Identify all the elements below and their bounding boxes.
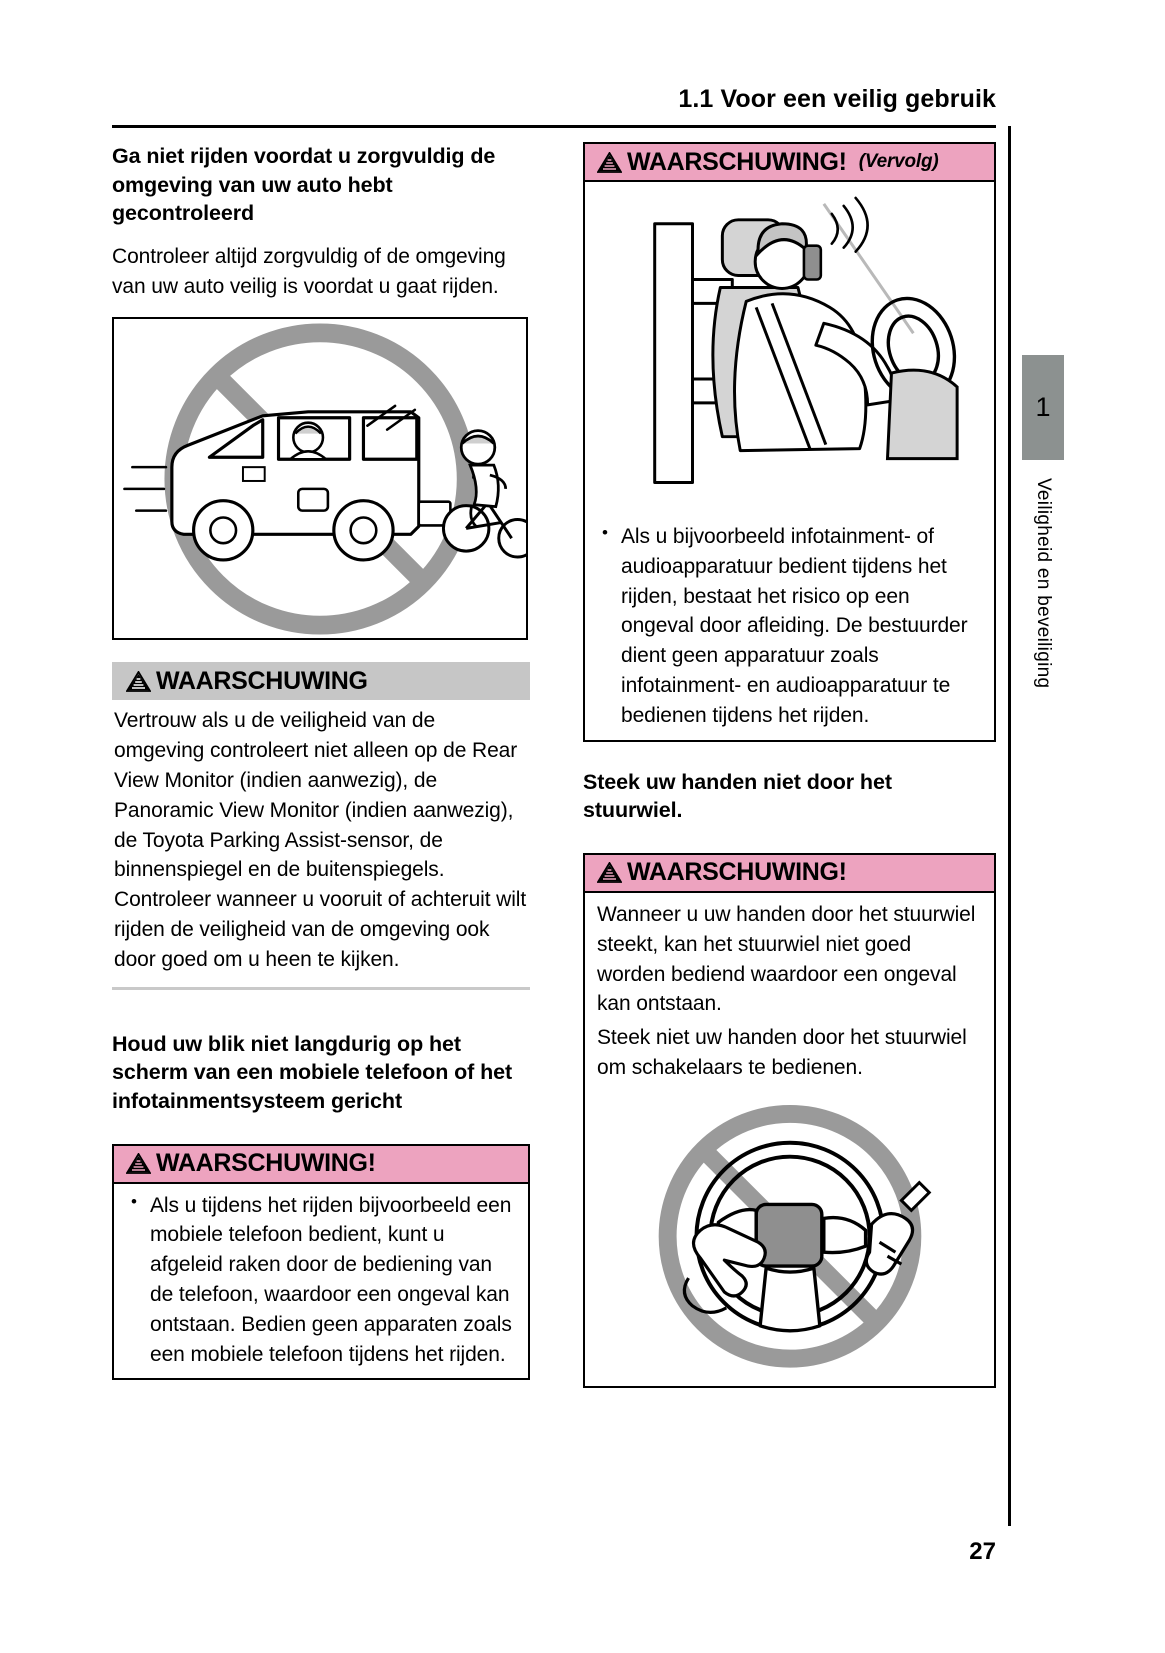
- warning-gray-box: [112, 662, 530, 989]
- side-margin-rule: [1008, 126, 1011, 1526]
- warning-pink-box-left: [112, 1144, 530, 1381]
- warning-paragraph-2: Steek niet uw handen door het stuurwiel om schakelaars te bedienen.: [597, 1026, 967, 1079]
- warning-pink-body-left: [114, 1184, 528, 1379]
- header-title: 1.1 Voor een veilig gebruik: [678, 85, 996, 113]
- warning-pink-box-continued: [583, 142, 996, 742]
- warning-triangle-icon: [126, 1153, 151, 1174]
- figure-hand-steering-wheel: [597, 1097, 984, 1377]
- warning-pink-body-continued: [585, 182, 994, 740]
- right-column: [583, 142, 996, 1388]
- warning-pink-title-left: WAARSCHUWING!: [156, 1149, 376, 1177]
- figure-van-bicycle: [112, 317, 528, 640]
- page-header: [112, 86, 996, 114]
- warning-pink-body-right: [585, 893, 994, 1386]
- list-item: • Als u tijdens het rijden bijvoorbeeld een mobiele telefoon bedient, kunt u afgeleid raken door de bediening van de telefoon, waardoor een ongeval kan ontstaan. Bedien geen apparaten zoals een mobiele telefoon tijdens het rijden.: [126, 1191, 518, 1370]
- warning-gray-body: [112, 700, 530, 982]
- warning-pink-title-right: WAARSCHUWING!: [627, 858, 847, 887]
- warning-paragraph-1: Wanneer u uw handen door het stuurwiel steekt, kan het stuurwiel niet goed worden bediend waardoor een ongeval kan ontstaan.: [597, 902, 976, 1016]
- warning-pink-title-continued: WAARSCHUWING!: [627, 147, 847, 176]
- section-heading-1: Ga niet rijden voordat u zorgvuldig de omgeving van uw auto hebt gecontroleerd: [112, 144, 496, 226]
- warning-triangle-icon: [126, 671, 151, 692]
- warning-pink-header-right: [585, 855, 994, 893]
- warning-pink-bullet-list-continued: [597, 522, 984, 731]
- page-number: 27: [969, 1538, 996, 1565]
- left-column: [112, 142, 530, 1380]
- chapter-tab-label: [1022, 478, 1064, 898]
- warning-gray-header: [112, 662, 530, 700]
- warning-triangle-icon: [597, 862, 622, 883]
- section-heading-2: Houd uw blik niet langdurig op het scherm van een mobiele telefoon of het infotainmentsysteem gericht: [112, 1031, 513, 1113]
- warning-gray-bottom-rule: [112, 987, 530, 990]
- chapter-tab-number: 1: [1035, 392, 1051, 422]
- warning-triangle-icon: [597, 152, 622, 173]
- warning-pink-bullet-list-left: [126, 1191, 518, 1370]
- chapter-tab: [1022, 355, 1064, 460]
- chapter-tab-label-text: Veiligheid en beveiliging: [1033, 478, 1054, 689]
- section-heading-3: Steek uw handen niet door het stuurwiel.: [583, 769, 892, 823]
- warning-gray-text: Vertrouw als u de veiligheid van de omgeving controleert niet alleen op de Rear View Monitor (indien aanwezig), de Panoramic View Monitor (indien aanwezig), de Toyota Parking Assist-sensor, de binnenspiegel en de buitenspiegels. Controleer wanneer u vooruit of achteruit wilt rijden de veiligheid van de omgeving ook door goed om u heen te kijken.: [114, 709, 527, 971]
- warning-pink-continued-label: (Vervolg): [858, 151, 939, 172]
- warning-gray-title: WAARSCHUWING: [156, 666, 368, 695]
- warning-pink-box-right: [583, 853, 996, 1388]
- header-divider: [112, 125, 996, 128]
- intro-paragraph: Controleer altijd zorgvuldig of de omgeving van uw auto veilig is voordat u gaat rijden.: [112, 244, 506, 298]
- warning-pink-header-left: [114, 1146, 528, 1184]
- figure-driver-phone: [597, 184, 984, 514]
- list-item: • Als u bijvoorbeeld infotainment- of audioapparatuur bedient tijdens het rijden, bestaat het risico op een ongeval door afleiding. De bestuurder dient geen apparatuur zoals infotainment- en audioapparatuur te bedienen tijdens het rijden.: [597, 522, 984, 731]
- warning-pink-header-continued: [585, 144, 994, 182]
